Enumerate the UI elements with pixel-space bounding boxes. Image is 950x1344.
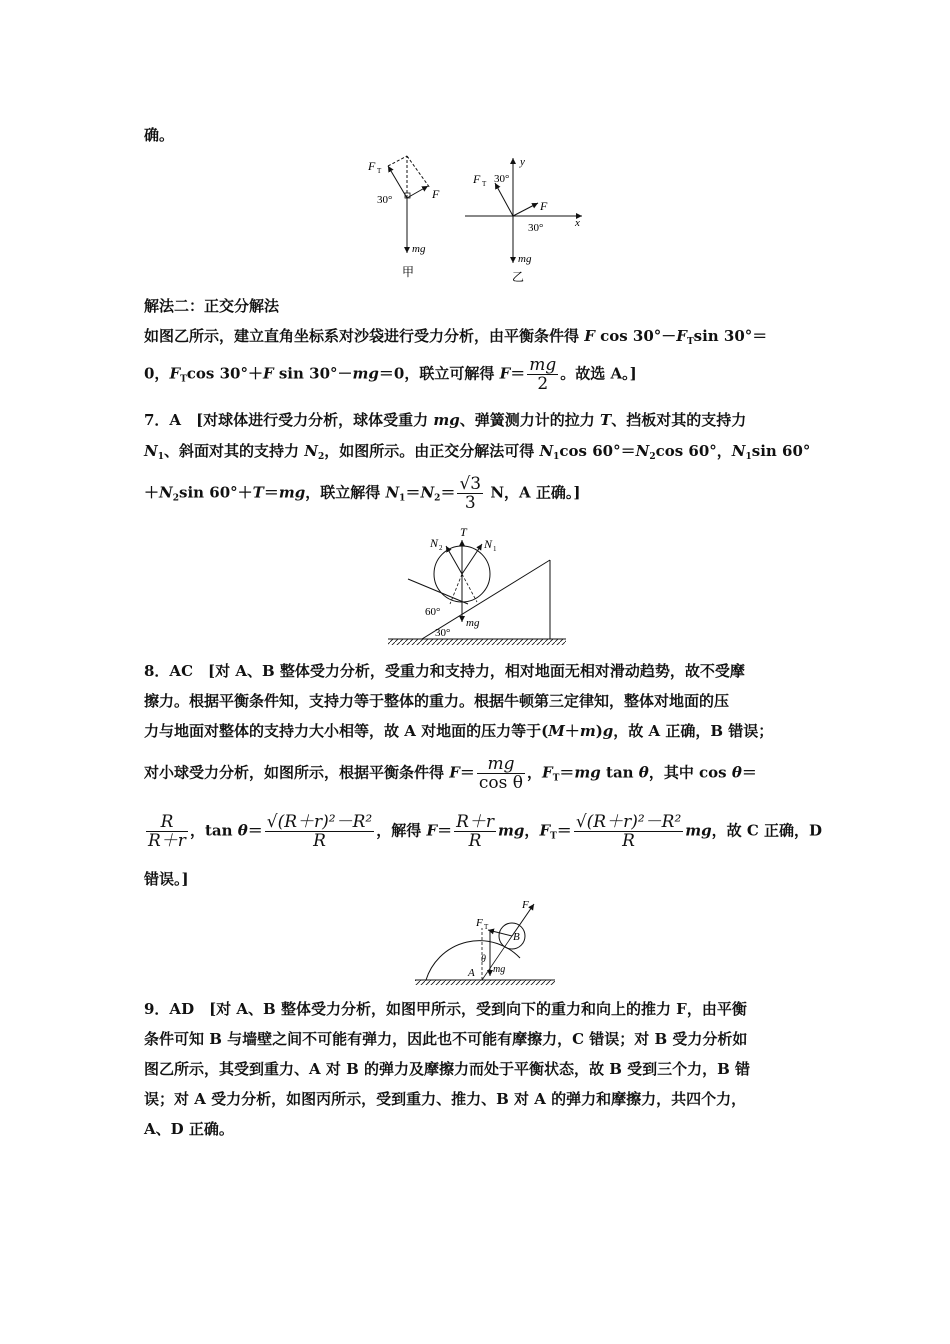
fraction-sqrt-tan: $\frac{\text{√(R＋r)²－R²}}{R}$ <box>266 812 373 851</box>
label-a-q8: A <box>468 967 475 979</box>
q9-line1: 9．AD [对 A、B 整体受力分析，如图甲所示，受到向下的重力和向上的推力 F，由平衡 <box>144 1000 747 1018</box>
label-ft-sub-jia: T <box>377 167 382 175</box>
label-b-q8: B <box>513 931 520 943</box>
figure-jia <box>367 156 440 279</box>
label-30-yi: 30° <box>528 222 544 234</box>
label-n1-sub: 1 <box>493 545 497 553</box>
label-n2-sub: 2 <box>439 544 443 552</box>
label-mg-jia: mg <box>412 243 426 255</box>
label-30-yi-top: 30° <box>494 173 510 185</box>
figure-yi <box>465 156 582 284</box>
fraction-mg-over-2: $\frac{mg}{2}$ <box>529 355 557 394</box>
label-f-jia: F <box>432 187 440 201</box>
q7-line2: $N_1$、斜面对其的支持力 $N_2$，如图所示。由正交分解法可得 $N_1\cos$ $60^\circ=N_2\cos$ 60°，$N_1\sin$ 60° <box>144 442 811 462</box>
label-mg-yi: mg <box>518 253 532 265</box>
label-y-axis: y <box>520 156 525 168</box>
q8-line2: 擦力。根据平衡条件知，支持力等于整体的重力。根据牛顿第三定律知，整体对地面的压 <box>144 692 730 710</box>
intro-tail: 确。 <box>144 126 175 144</box>
label-f-q8: F <box>522 899 529 911</box>
label-ft-sub-yi: T <box>482 180 487 188</box>
fraction-r-over-r-plus-r: $\frac{R}{R+r}$ <box>148 812 186 851</box>
method2-line1: 如图乙所示，建立直角坐标系对沙袋进行受力分析，由平衡条件得 F $\cos 30^\circ-F_T\sin$ 30°＝ <box>144 327 768 347</box>
label-ft-q8: F <box>476 917 483 929</box>
q8-line3: 力与地面对整体的支持力大小相等，故 A 对地面的压力等于(M＋m)g，故 A 正确，B 错误； <box>144 722 774 740</box>
fraction-sqrt3-over-3: $\frac{√3}{3}$ <box>459 474 482 513</box>
label-n1: N <box>484 537 493 551</box>
label-ft-jia: F <box>368 159 376 173</box>
q8-line4: 对小球受力分析，如图所示，根据平衡条件得 F＝ $\frac{mg}{\text{cos θ}}$ ，$F_T=mg$ tan θ，其中 cos θ＝ <box>144 754 757 793</box>
label-ft-sub-q8: T <box>484 923 489 931</box>
label-x-axis: x <box>575 217 580 229</box>
method2-line2: 0，$F_T\cos$ 30°＋F sin 30°－mg＝0，联立可解得 F＝ $\frac{mg}{2}$ 。故选 A。] <box>144 355 637 394</box>
figure-label-yi: 乙 <box>512 270 525 284</box>
method2-heading: 解法二：正交分解法 <box>144 297 280 315</box>
q9-line2: 条件可知 B 与墙壁之间不可能有弹力，因此也不可能有摩擦力，C 错误；对 B 受力分析如 <box>144 1030 748 1048</box>
q7-line3: $+N_2\sin$ 60°＋T＝mg，联立解得 $N_1=N_2=$ $\frac{√3}{3}$ N，A 正确。] <box>144 474 581 513</box>
label-theta-q8: θ <box>481 954 486 965</box>
fraction-mg-over-cos: $\frac{mg}{\text{cos θ}}$ <box>478 754 524 793</box>
label-f-yi: F <box>540 199 548 213</box>
q9-line3: 图乙所示，其受到重力、A 对 B 的弹力及摩擦力而处于平衡状态，故 B 受到三个力，B 错 <box>144 1060 751 1078</box>
q9-line5: A、D 正确。 <box>144 1120 234 1138</box>
q7-line1: 7．A [对球体进行受力分析，球体受重力 mg、弹簧测力计的拉力 T、挡板对其的支持力 <box>144 411 747 429</box>
q8-line6: 错误。] <box>144 870 189 888</box>
label-30-jia: 30° <box>377 194 393 206</box>
fraction-sqrt-ft: $\frac{\text{√(R＋r)²－R²}}{R}$ <box>575 812 682 851</box>
q8-line5: $\frac{R}{R+r}$ ，tan θ＝ $\frac{\text{√(R＋r)²－R²}}{R}$ ，解得 F＝ $\frac{R+r}{R}$ mg，$F_T=$ $\frac{\text{√(R＋r)²－R²}}{R}$ mg，故 C 正确，D <box>148 812 823 851</box>
label-ft-yi: F <box>473 172 481 186</box>
label-60: 60° <box>425 606 441 618</box>
q9-line4: 误；对 A 受力分析，如图丙所示，受到重力、推力、B 对 A 的弹力和摩擦力，共四个力， <box>144 1090 747 1108</box>
label-mg-q7: mg <box>466 617 480 629</box>
label-mg-q8: mg <box>493 964 506 975</box>
figure-6-force-diagrams <box>360 148 590 288</box>
q8-line1: 8．AC [对 A、B 整体受力分析，受重力和支持力，相对地面无相对滑动趋势，故不受摩 <box>144 662 745 680</box>
figure-label-jia: 甲 <box>402 265 415 279</box>
figure-7-sphere-on-incline <box>380 522 570 652</box>
label-30-q7: 30° <box>435 627 451 639</box>
label-n2: N <box>430 536 439 550</box>
fraction-r-plus-r-over-r: $\frac{R+r}{R}$ <box>456 812 495 851</box>
label-t: T <box>460 525 467 539</box>
figure-8-hemisphere-ball <box>410 896 570 988</box>
